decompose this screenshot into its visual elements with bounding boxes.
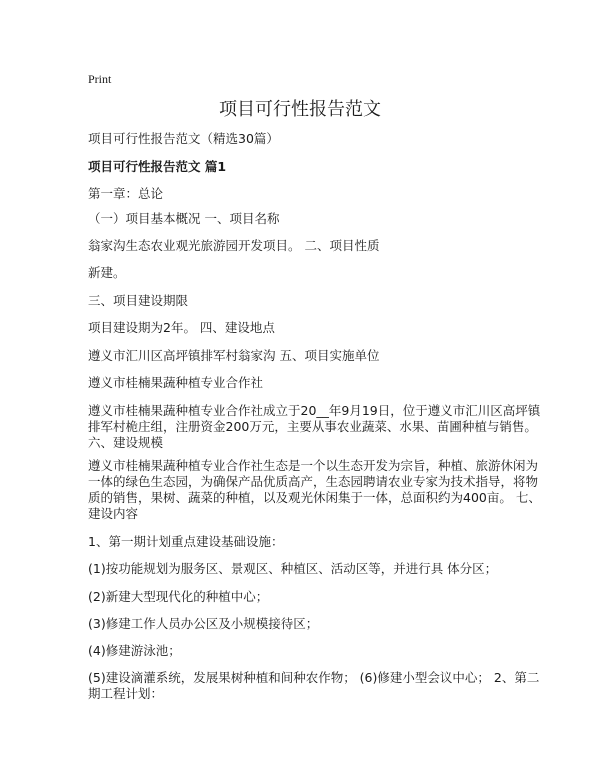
print-link[interactable]: Print: [88, 72, 112, 86]
paragraph: [88, 534, 283, 550]
paragraph-line: 建设内容: [88, 506, 139, 521]
paragraph-line: 1、第一期计划重点建设基础设施：: [88, 534, 284, 549]
subtitle: 项目可行性报告范文（精选30篇）: [88, 131, 279, 146]
paragraph-line: (4)修建游泳池；: [88, 643, 181, 658]
paragraph: [88, 265, 126, 281]
paragraph-line: 一体的绿色生态园，为确保产品优质高产，生态园聘请农业专家为技术指导，将物: [88, 474, 539, 489]
paragraph-line: 期工程计划：: [88, 686, 164, 701]
paragraph-line: 遵义市桂楠果蔬种植专业合作社生态是一个以生态开发为宗旨，种植、旅游休闲为: [88, 458, 539, 473]
paragraph-line: (5)建设滴灌系统，发展果树种植和间种农作物； (6)修建小型会议中心； 2、第二: [88, 670, 540, 685]
paragraph-line: (2)新建大型现代化的种植中心；: [88, 589, 269, 604]
paragraph-line: 遵义市汇川区高坪镇排军村翁家沟 五、项目实施单位: [88, 348, 380, 363]
paragraph-line: (3)修建工作人员办公区及小规模接待区；: [88, 616, 319, 631]
paragraph: [88, 375, 263, 391]
paragraph: [88, 403, 540, 451]
paragraph-line: 三、项目建设期限: [88, 293, 189, 308]
section-heading: 项目可行性报告范文 篇1: [88, 159, 227, 174]
paragraph: [88, 616, 318, 632]
paragraph: [88, 670, 539, 702]
paragraph-line: 遵义市桂楠果蔬种植专业合作社成立于20__年9月19日，位于遵义市汇川区高坪镇: [88, 403, 541, 418]
paragraph: [88, 320, 275, 336]
paragraph-line: 质的销售，果树、蔬菜的种植，以及观光休闲集于一体，总面积约为400亩。 七、: [88, 490, 541, 505]
paragraph: [88, 186, 163, 202]
paragraph-line: 翁家沟生态农业观光旅游园开发项目。 二、项目性质: [88, 238, 380, 253]
paragraph-line: 项目建设期为2年。 四、建设地点: [88, 320, 275, 335]
paragraph-line: 排军村桅庄组，注册资金200万元，主要从事农业蔬菜、水果、苗圃种植与销售。: [88, 419, 537, 434]
paragraph-line: （一）项目基本概况 一、项目名称: [88, 211, 280, 226]
paragraph: [88, 561, 497, 577]
paragraph: [88, 348, 379, 364]
paragraph: [88, 293, 188, 309]
paragraph-line: 第一章：总论: [88, 186, 164, 201]
paragraph: [88, 211, 279, 227]
paragraph-line: (1)按功能规划为服务区、景观区、种植区、活动区等，并进行具 体分区；: [88, 561, 498, 576]
paragraph-line: 新建。: [88, 265, 126, 280]
paragraph: [88, 589, 268, 605]
page-title: 项目可行性报告范文: [219, 99, 381, 120]
paragraph-line: 六、建设规模: [88, 435, 164, 450]
paragraph: [88, 458, 541, 522]
paragraph: [88, 238, 379, 254]
paragraph: [88, 643, 181, 659]
paragraph-line: 遵义市桂楠果蔬种植专业合作社: [88, 375, 264, 390]
